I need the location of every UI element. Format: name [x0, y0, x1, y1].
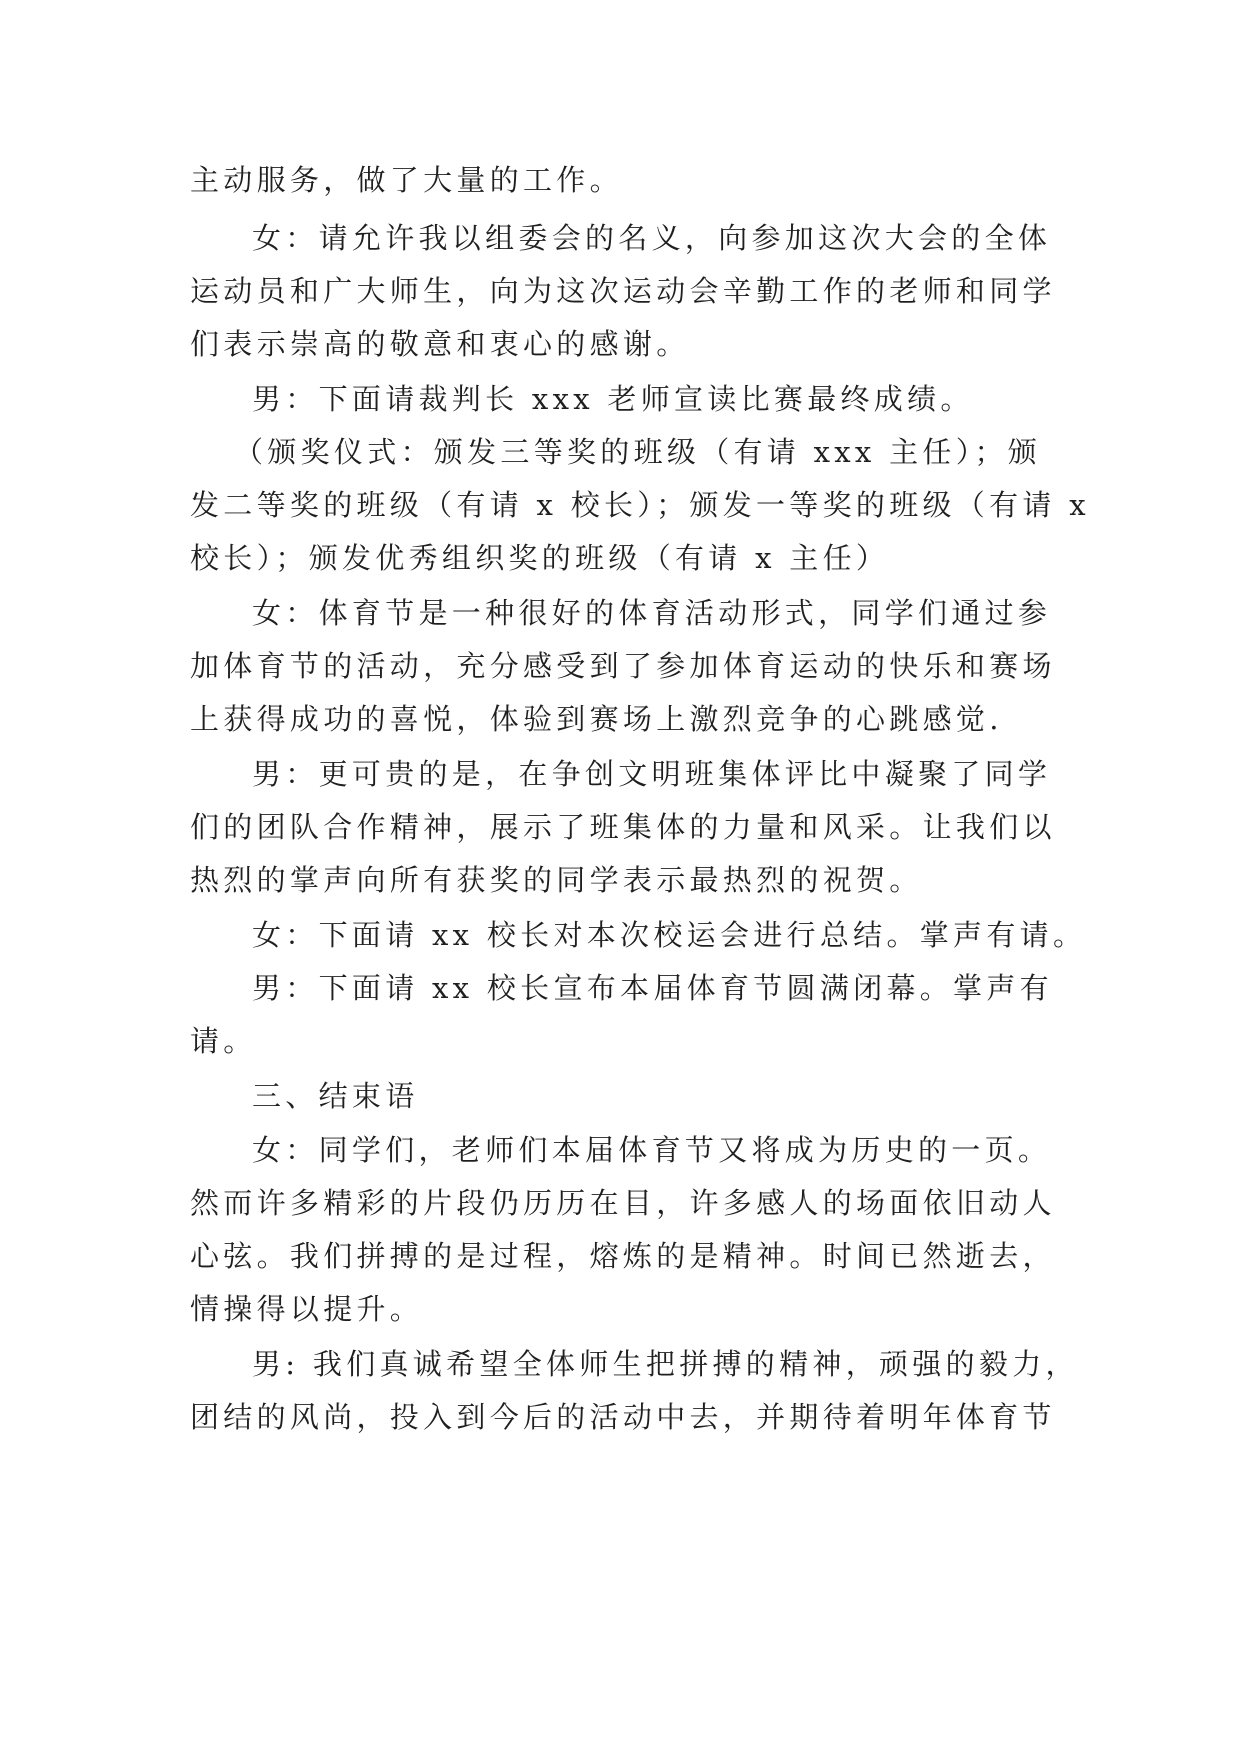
text-line: 女：体育节是一种很好的体育活动形式，同学们通过参 — [252, 596, 1052, 630]
text-line: 男：更可贵的是，在争创文明班集体评比中凝聚了同学 — [252, 757, 1052, 791]
text-line: 男：下面请 xx 校长宣布本届体育节圆满闭幕。掌声有 — [252, 971, 1053, 1005]
text-line: 们表示崇高的敬意和衷心的感谢。 — [190, 327, 690, 361]
text-line: 校长）；颁发优秀组织奖的班级（有请 x 主任） — [190, 541, 890, 575]
text-line: 男：下面请裁判长 xxx 老师宣读比赛最终成绩。 — [252, 382, 974, 416]
text-line: 请。 — [190, 1024, 257, 1058]
text-line: 加体育节的活动，充分感受到了参加体育运动的快乐和赛场 — [190, 649, 1056, 683]
text-line: 女：同学们，老师们本届体育节又将成为历史的一页。 — [252, 1133, 1052, 1167]
text-line: 团结的风尚，投入到今后的活动中去，并期待着明年体育节 — [190, 1400, 1056, 1434]
text-line: 们的团队合作精神，展示了班集体的力量和风采。让我们以 — [190, 810, 1056, 844]
text-line: 运动员和广大师生，向为这次运动会辛勤工作的老师和同学 — [190, 274, 1056, 308]
text-line: 女：请允许我以组委会的名义，向参加这次大会的全体 — [252, 221, 1052, 255]
text-line: 发二等奖的班级（有请 x 校长）；颁发一等奖的班级（有请 x — [190, 488, 1090, 522]
text-line: 男: 我们真诚希望全体师生把拼搏的精神，顽强的毅力， — [252, 1347, 1079, 1381]
section-heading: 三、结束语 — [252, 1079, 419, 1113]
text-line: 心弦。我们拼搏的是过程，熔炼的是精神。时间已然逝去， — [190, 1239, 1056, 1273]
text-line: 情操得以提升。 — [190, 1292, 424, 1326]
text-line: 女：下面请 xx 校长对本次校运会进行总结。掌声有请。 — [252, 918, 1087, 952]
text-line: 然而许多精彩的片段仍历历在目，许多感人的场面依旧动人 — [190, 1186, 1056, 1220]
text-line: 上获得成功的喜悦，体验到赛场上激烈竞争的心跳感觉. — [190, 702, 1003, 736]
text-line: （颁奖仪式：颁发三等奖的班级（有请 xxx 主任）；颁 — [234, 435, 1042, 469]
text-line: 主动服务，做了大量的工作。 — [190, 163, 623, 197]
text-line: 热烈的掌声向所有获奖的同学表示最热烈的祝贺。 — [190, 863, 923, 897]
